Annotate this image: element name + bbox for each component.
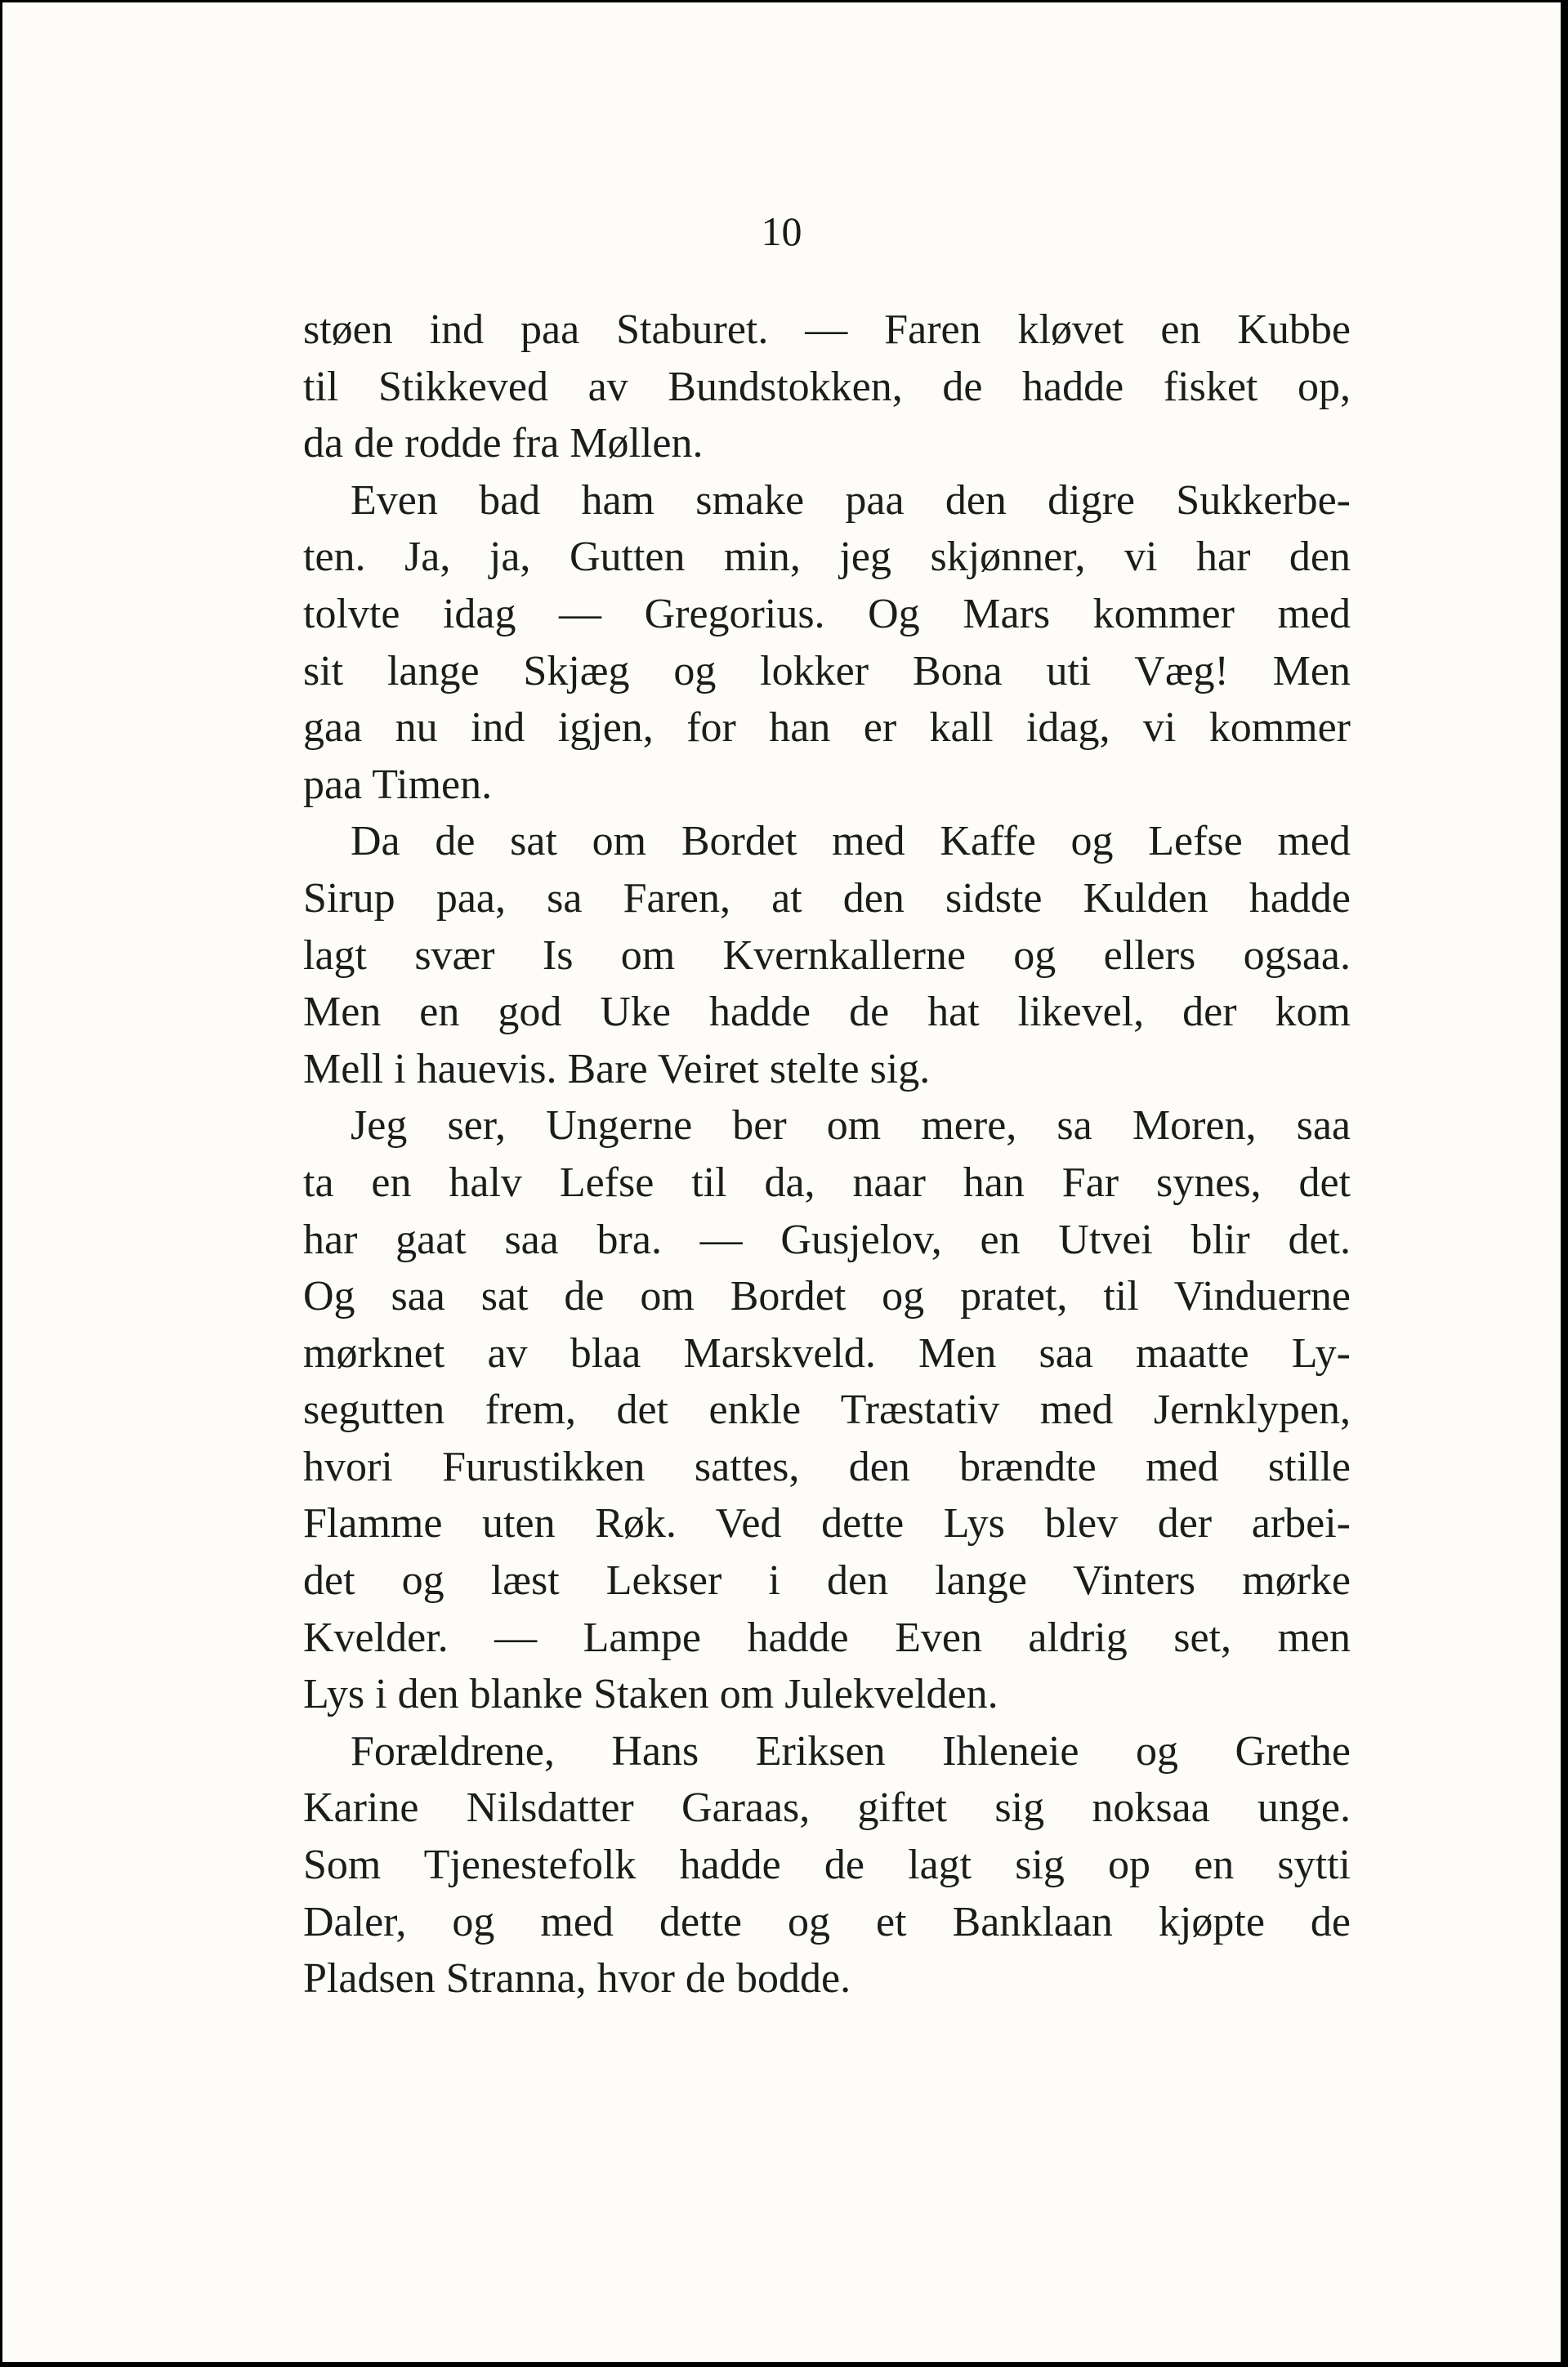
text-line: Kvelder. — Lampe hadde Even aldrig set, men xyxy=(303,1614,1351,1661)
text-line: Men en god Uke hadde de hat likevel, der kom xyxy=(303,989,1351,1036)
text-line: Og saa sat de om Bordet og pratet, til Vinduerne xyxy=(303,1273,1351,1320)
body-text xyxy=(303,301,1351,2007)
text-line: sit lange Skjæg og lokker Bona uti Væg! Men xyxy=(303,647,1351,694)
text-line: Jeg ser, Ungerne ber om mere, sa Moren, saa xyxy=(351,1102,1351,1150)
book-page xyxy=(2,2,1561,2362)
text-line: Mell i hauevis. Bare Veiret stelte sig. xyxy=(303,1045,931,1092)
text-line: paa Timen. xyxy=(303,761,493,808)
text-line: Da de sat om Bordet med Kaffe og Lefse med xyxy=(351,818,1351,865)
text-line: til Stikkeved av Bundstokken, de hadde fisket op, xyxy=(303,363,1351,410)
text-line: Karine Nilsdatter Garaas, giftet sig noksaa unge. xyxy=(303,1784,1351,1832)
text-line: Lys i den blanke Staken om Julekvelden. xyxy=(303,1671,998,1718)
text-line: tolvte idag — Gregorius. Og Mars kommer med xyxy=(303,590,1351,637)
text-line: Sirup paa, sa Faren, at den sidste Kulden hadde xyxy=(303,874,1351,922)
text-line: Even bad ham smake paa den digre Sukkerbe- xyxy=(351,476,1351,524)
text-line: Pladsen Stranna, hvor de bodde. xyxy=(303,1955,851,2003)
text-line: støen ind paa Staburet. — Faren kløvet en Kubbe xyxy=(303,306,1351,353)
text-line: mørknet av blaa Marskveld. Men saa maatte Ly- xyxy=(303,1329,1351,1377)
text-line: Som Tjenestefolk hadde de lagt sig op en sytti xyxy=(303,1842,1351,1889)
text-line: hvori Furustikken sattes, den brændte med stille xyxy=(303,1443,1351,1490)
text-line: Forældrene, Hans Eriksen Ihleneie og Grethe xyxy=(351,1727,1351,1775)
text-line: segutten frem, det enkle Træstativ med Jernklypen, xyxy=(303,1387,1351,1434)
text-line: Daler, og med dette og et Banklaan kjøpte de xyxy=(303,1898,1351,1945)
text-line: lagt svær Is om Kvernkallerne og ellers ogsaa. xyxy=(303,931,1351,979)
text-line: da de rodde fra Møllen. xyxy=(303,420,704,467)
text-line: det og læst Lekser i den lange Vinters mørke xyxy=(303,1557,1351,1605)
text-line: har gaat saa bra. — Gusjelov, en Utvei blir det. xyxy=(303,1216,1351,1263)
text-line: ten. Ja, ja, Gutten min, jeg skjønner, vi har den xyxy=(303,534,1351,581)
text-line: gaa nu ind igjen, for han er kall idag, vi kommer xyxy=(303,704,1351,752)
page-number: 10 xyxy=(761,208,802,254)
text-line: ta en halv Lefse til da, naar han Far synes, det xyxy=(303,1159,1351,1206)
text-line: Flamme uten Røk. Ved dette Lys blev der arbei- xyxy=(303,1500,1351,1547)
